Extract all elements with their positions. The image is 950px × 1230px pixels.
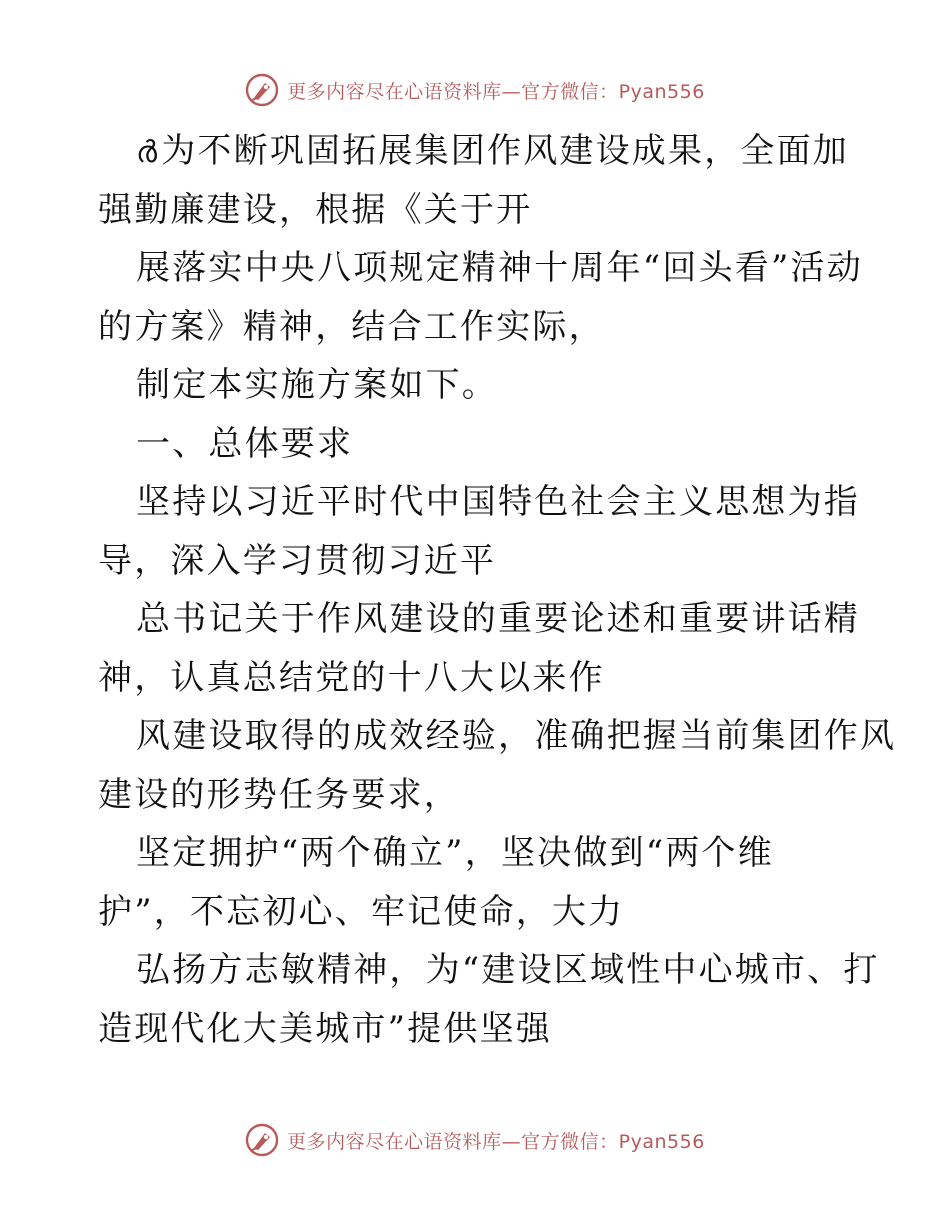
document-body: [98, 122, 897, 1058]
text-line-7: 坚持以习近平时代中国特色社会主义思想为指: [136, 482, 860, 522]
text-line-3: 展落实中央八项规定精神十周年“回头看”活动: [136, 248, 863, 288]
text-line-8: 导，深入学习贯彻习近平: [98, 540, 497, 581]
watermark-text: 更多内容尽在心语资料库—官方微信：Pyan556: [287, 80, 705, 103]
text-line-5: 制定本实施方案如下。: [136, 365, 498, 405]
text-line-11: 风建设取得的成效经验，准确把握当前集团作风: [136, 716, 897, 756]
text-line-4: 的方案》精神，结合工作实际，: [98, 306, 605, 347]
line-text: 为不断巩固拓展集团作风建设成果，全面加: [161, 131, 850, 171]
text-line-14: 护”，不忘初心、牢记使命，大力: [98, 891, 625, 932]
text-line-10: 神，认真总结党的十八大以来作: [98, 657, 605, 698]
text-line-2: 强勤廉建设，根据《关于开: [98, 189, 533, 230]
text-line-12: 建设的形势任务要求，: [98, 774, 460, 815]
pen-nib-circle-icon: [245, 73, 279, 107]
section-heading: 一、总体要求: [136, 423, 354, 464]
pen-nib-circle-icon: [245, 1123, 279, 1157]
text-line-13: 坚定拥护“两个确立”，坚决做到“两个维: [136, 833, 774, 873]
footer-watermark: [0, 1120, 950, 1160]
watermark-text: 更多内容尽在心语资料库—官方微信：Pyan556: [287, 1130, 705, 1153]
text-line-1: [98, 122, 858, 181]
header-watermark: [0, 70, 950, 110]
text-line-16: 造现代化大美城市”提供坚强: [98, 1008, 552, 1049]
flourish-bullet-icon: ർ: [136, 135, 160, 170]
text-line-9: 总书记关于作风建设的重要论述和重要讲话精: [136, 599, 860, 639]
text-line-15: 弘扬方志敏精神，为“建设区域性中心城市、打: [136, 950, 880, 990]
